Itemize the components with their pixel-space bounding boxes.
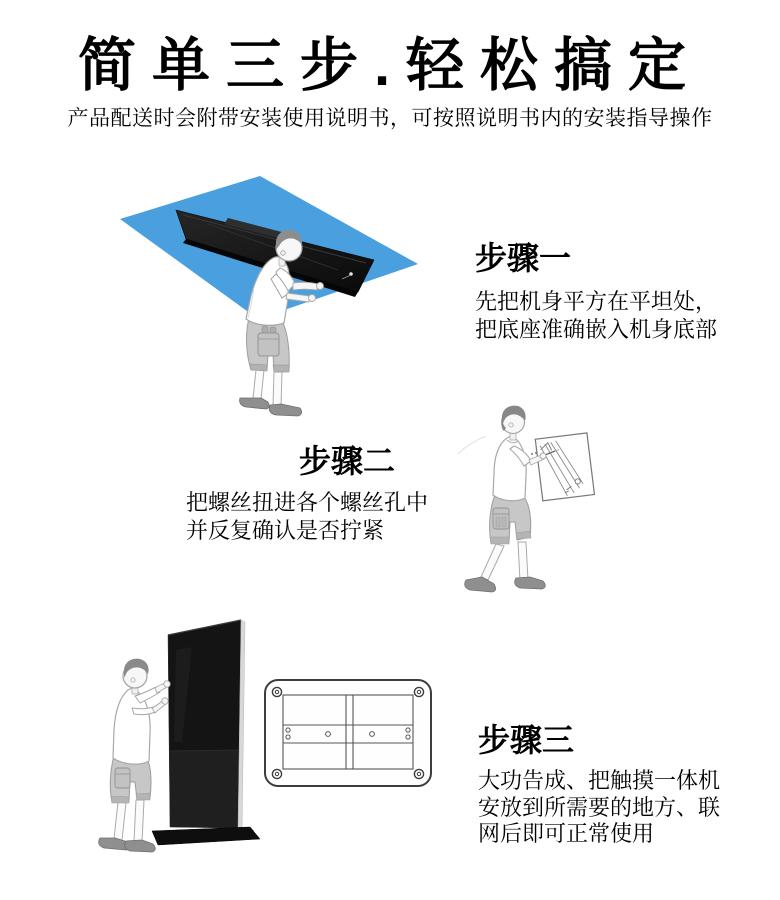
worker-figure bbox=[99, 659, 171, 852]
step2-illustration bbox=[452, 396, 644, 616]
step1-line-2: 把底座准确嵌入机身底部 bbox=[475, 316, 718, 342]
step3-base-plate-diagram bbox=[262, 676, 434, 790]
page-title: 简单三步.轻松搞定 bbox=[77, 33, 703, 98]
step1-heading: 步骤一 bbox=[475, 240, 572, 276]
step3-line-2: 安放到所需要的地方、联 bbox=[478, 794, 721, 820]
kiosk bbox=[152, 620, 260, 845]
screw-panel-detail bbox=[535, 433, 594, 501]
base-plate-top-view bbox=[265, 680, 431, 786]
step3-line-1: 大功告成、把触摸一体机 bbox=[478, 768, 721, 793]
step2-line-2: 并反复确认是否拧紧 bbox=[186, 517, 385, 543]
worker-figure bbox=[465, 406, 546, 592]
step3-kiosk-illustration bbox=[88, 610, 263, 865]
step3-line-3: 网后即可正常使用 bbox=[478, 821, 655, 846]
step2-heading: 步骤二 bbox=[299, 443, 396, 479]
step3-heading: 步骤三 bbox=[478, 722, 575, 758]
step1-line-1: 先把机身平方在平坦处， bbox=[475, 289, 718, 314]
page-subtitle: 产品配送时会附带安装使用说明书，可按照说明书内的安装指导操作 bbox=[67, 107, 713, 130]
step3-text-block bbox=[478, 723, 720, 848]
step2-text-block bbox=[186, 489, 428, 544]
step1-text-block bbox=[475, 241, 717, 343]
sketch-line bbox=[458, 436, 486, 454]
step2-line-1: 把螺丝扭进各个螺丝孔中 bbox=[186, 490, 429, 515]
step1-illustration bbox=[108, 158, 440, 440]
